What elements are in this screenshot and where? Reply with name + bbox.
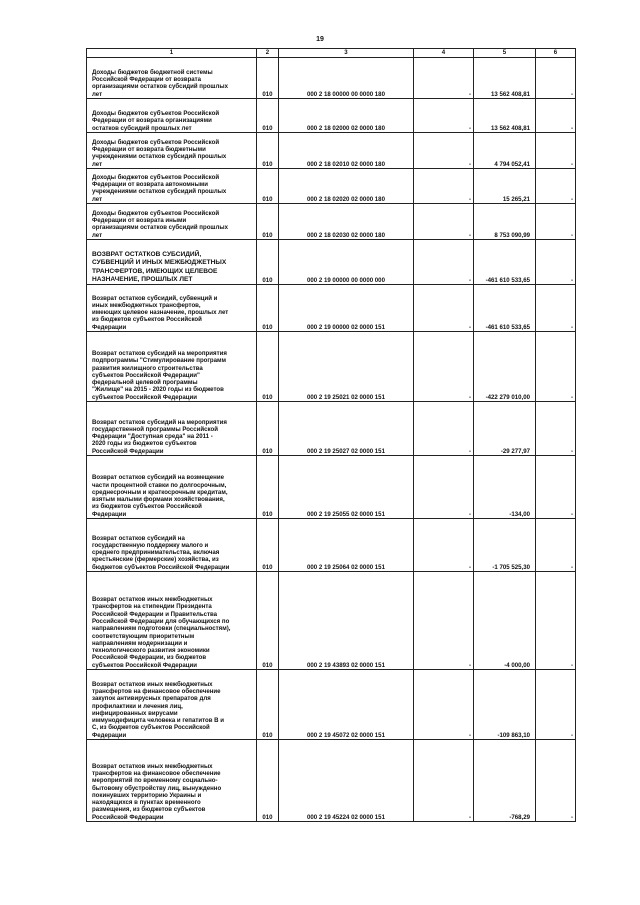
row-kbk: 000 2 19 25021 02 0000 151 <box>279 332 414 402</box>
row-name: Доходы бюджетов бюджетной системы Российской Федерации от возврата организациями остатков субсидий прошлых лет <box>87 58 257 99</box>
row-col4: - <box>414 58 474 99</box>
row-name: Возврат остатков субсидий, субвенций и иных межбюджетных трансфертов, имеющих целевое назначение, прошлых лет из бюджетов субъектов Российской Федерации <box>87 285 257 332</box>
row-kbk: 000 2 19 25055 02 0000 151 <box>279 456 414 519</box>
row-kbk: 000 2 18 02000 02 0000 180 <box>279 99 414 133</box>
row-kbk: 000 2 18 00000 00 0000 180 <box>279 58 414 99</box>
row-col4: - <box>414 402 474 456</box>
row-code: 010 <box>257 169 279 204</box>
table-header-row <box>87 49 576 58</box>
row-code: 010 <box>257 572 279 670</box>
row-col6: - <box>536 740 576 822</box>
row-name: Возврат остатков иных межбюджетных трансфертов на финансовое обеспечение мероприятий по временному социально- бытовому обустройству лиц, вынужденно покинувших территорию Украины и находящихся в пунктах временного размещения, из бюджетов субъектов Российской Федерации <box>87 740 257 822</box>
row-name: Возврат остатков субсидий на мероприятия подпрограммы "Стимулирование программ развития жилищного строительства субъектов Российской Федерации" федеральной целевой программы "Жилище" на 2015 - 2020 годы из бюджетов субъектов Российской Федерации <box>87 332 257 402</box>
row-col4: - <box>414 285 474 332</box>
row-col6: - <box>536 58 576 99</box>
row-col4: - <box>414 456 474 519</box>
row-name: Возврат остатков иных межбюджетных трансфертов на финансовое обеспечение закупок антивирусных препаратов для профилактики и лечения лиц, инфицированных вирусами иммунодефицита человека и гепатитов B и C, из бюджетов субъектов Российской Федерации <box>87 670 257 740</box>
row-name: Возврат остатков иных межбюджетных трансфертов на стипендии Президента Российской Федерации и Правительства Российской Федерации для обучающихся по направлениям подготовки (специальностям), соответствующим приоритетным направлениям модернизации и технологического развития экономики Российской Федерации, из бюджетов субъектов Российской Федерации <box>87 572 257 670</box>
row-code: 010 <box>257 519 279 572</box>
table-row <box>87 670 576 740</box>
table-row <box>87 402 576 456</box>
row-name: Доходы бюджетов субъектов Российской Федерации от возврата организациями остатков субсидий прошлых лет <box>87 99 257 133</box>
row-kbk: 000 2 19 00000 02 0000 151 <box>279 285 414 332</box>
row-code: 010 <box>257 402 279 456</box>
row-code: 010 <box>257 58 279 99</box>
row-col6: - <box>536 456 576 519</box>
row-amount: -461 610 533,65 <box>474 240 536 285</box>
row-amount: -29 277,97 <box>474 402 536 456</box>
row-amount: -1 705 525,30 <box>474 519 536 572</box>
row-col6: - <box>536 402 576 456</box>
table-row <box>87 519 576 572</box>
row-col4: - <box>414 204 474 240</box>
row-col6: - <box>536 204 576 240</box>
row-amount: 13 562 408,81 <box>474 99 536 133</box>
header-col-2: 2 <box>257 49 279 58</box>
row-col4: - <box>414 740 474 822</box>
row-amount: 15 265,21 <box>474 169 536 204</box>
table-row <box>87 133 576 169</box>
row-code: 010 <box>257 240 279 285</box>
row-name: Доходы бюджетов субъектов Российской Федерации от возврата иными организациями остатков субсидий прошлых лет <box>87 204 257 240</box>
header-col-3: 3 <box>279 49 414 58</box>
row-code: 010 <box>257 204 279 240</box>
row-name: ВОЗВРАТ ОСТАТКОВ СУБСИДИЙ, СУБВЕНЦИЙ И ИНЫХ МЕЖБЮДЖЕТНЫХ ТРАНСФЕРТОВ, ИМЕЮЩИХ ЦЕЛЕВОЕ НАЗНАЧЕНИЕ, ПРОШЛЫХ ЛЕТ <box>87 240 257 285</box>
row-col4: - <box>414 572 474 670</box>
row-amount: -461 610 533,65 <box>474 285 536 332</box>
row-kbk: 000 2 19 43893 02 0000 151 <box>279 572 414 670</box>
budget-table <box>86 48 576 822</box>
row-name: Возврат остатков субсидий на возмещение части процентной ставки по долгосрочным, среднесрочным и краткосрочным кредитам, взятым малыми формами хозяйствования, из бюджетов субъектов Российской Федерации <box>87 456 257 519</box>
row-name: Возврат остатков субсидий на мероприятия государственной программы Российской Федерации "Доступная среда" на 2011 - 2020 годы из бюджетов субъектов Российской Федерации <box>87 402 257 456</box>
row-kbk: 000 2 18 02010 02 0000 180 <box>279 133 414 169</box>
row-col4: - <box>414 519 474 572</box>
row-col4: - <box>414 670 474 740</box>
table-row <box>87 240 576 285</box>
table-row <box>87 456 576 519</box>
row-amount: 8 753 090,99 <box>474 204 536 240</box>
row-code: 010 <box>257 285 279 332</box>
row-kbk: 000 2 18 02020 02 0000 180 <box>279 169 414 204</box>
table-row <box>87 58 576 99</box>
row-code: 010 <box>257 670 279 740</box>
table-row <box>87 332 576 402</box>
row-col4: - <box>414 169 474 204</box>
row-col6: - <box>536 332 576 402</box>
row-col6: - <box>536 572 576 670</box>
row-amount: -109 863,10 <box>474 670 536 740</box>
row-name: Возврат остатков субсидий на государственную поддержку малого и среднего предпринимательства, включая крестьянские (фермерские) хозяйства, из бюджетов субъектов Российской Федерации <box>87 519 257 572</box>
row-amount: -422 279 010,00 <box>474 332 536 402</box>
row-kbk: 000 2 19 45224 02 0000 151 <box>279 740 414 822</box>
row-code: 010 <box>257 740 279 822</box>
row-code: 010 <box>257 456 279 519</box>
table-row <box>87 572 576 670</box>
row-code: 010 <box>257 99 279 133</box>
row-amount: -768,29 <box>474 740 536 822</box>
table-row <box>87 204 576 240</box>
row-amount: -4 000,00 <box>474 572 536 670</box>
row-name: Доходы бюджетов субъектов Российской Федерации от возврата автономными учреждениями остатков субсидий прошлых лет <box>87 169 257 204</box>
row-col4: - <box>414 99 474 133</box>
row-col6: - <box>536 285 576 332</box>
page-number: 19 <box>316 36 324 43</box>
table-row <box>87 99 576 133</box>
table-row <box>87 740 576 822</box>
table-row <box>87 285 576 332</box>
row-col4: - <box>414 133 474 169</box>
row-kbk: 000 2 18 02030 02 0000 180 <box>279 204 414 240</box>
row-kbk: 000 2 19 25064 02 0000 151 <box>279 519 414 572</box>
row-col6: - <box>536 99 576 133</box>
row-col6: - <box>536 169 576 204</box>
row-col4: - <box>414 240 474 285</box>
row-amount: 13 562 408,81 <box>474 58 536 99</box>
row-col6: - <box>536 133 576 169</box>
table-row <box>87 169 576 204</box>
header-col-6: 6 <box>536 49 576 58</box>
row-kbk: 000 2 19 45072 02 0000 151 <box>279 670 414 740</box>
row-name: Доходы бюджетов субъектов Российской Федерации от возврата бюджетными учреждениями остатков субсидий прошлых лет <box>87 133 257 169</box>
header-col-5: 5 <box>474 49 536 58</box>
header-col-4: 4 <box>414 49 474 58</box>
row-amount: 4 794 052,41 <box>474 133 536 169</box>
row-amount: -134,00 <box>474 456 536 519</box>
header-col-1: 1 <box>87 49 257 58</box>
row-col4: - <box>414 332 474 402</box>
row-code: 010 <box>257 133 279 169</box>
row-kbk: 000 2 19 00000 00 0000 000 <box>279 240 414 285</box>
row-col6: - <box>536 519 576 572</box>
row-code: 010 <box>257 332 279 402</box>
row-col6: - <box>536 240 576 285</box>
row-kbk: 000 2 19 25027 02 0000 151 <box>279 402 414 456</box>
row-col6: - <box>536 670 576 740</box>
